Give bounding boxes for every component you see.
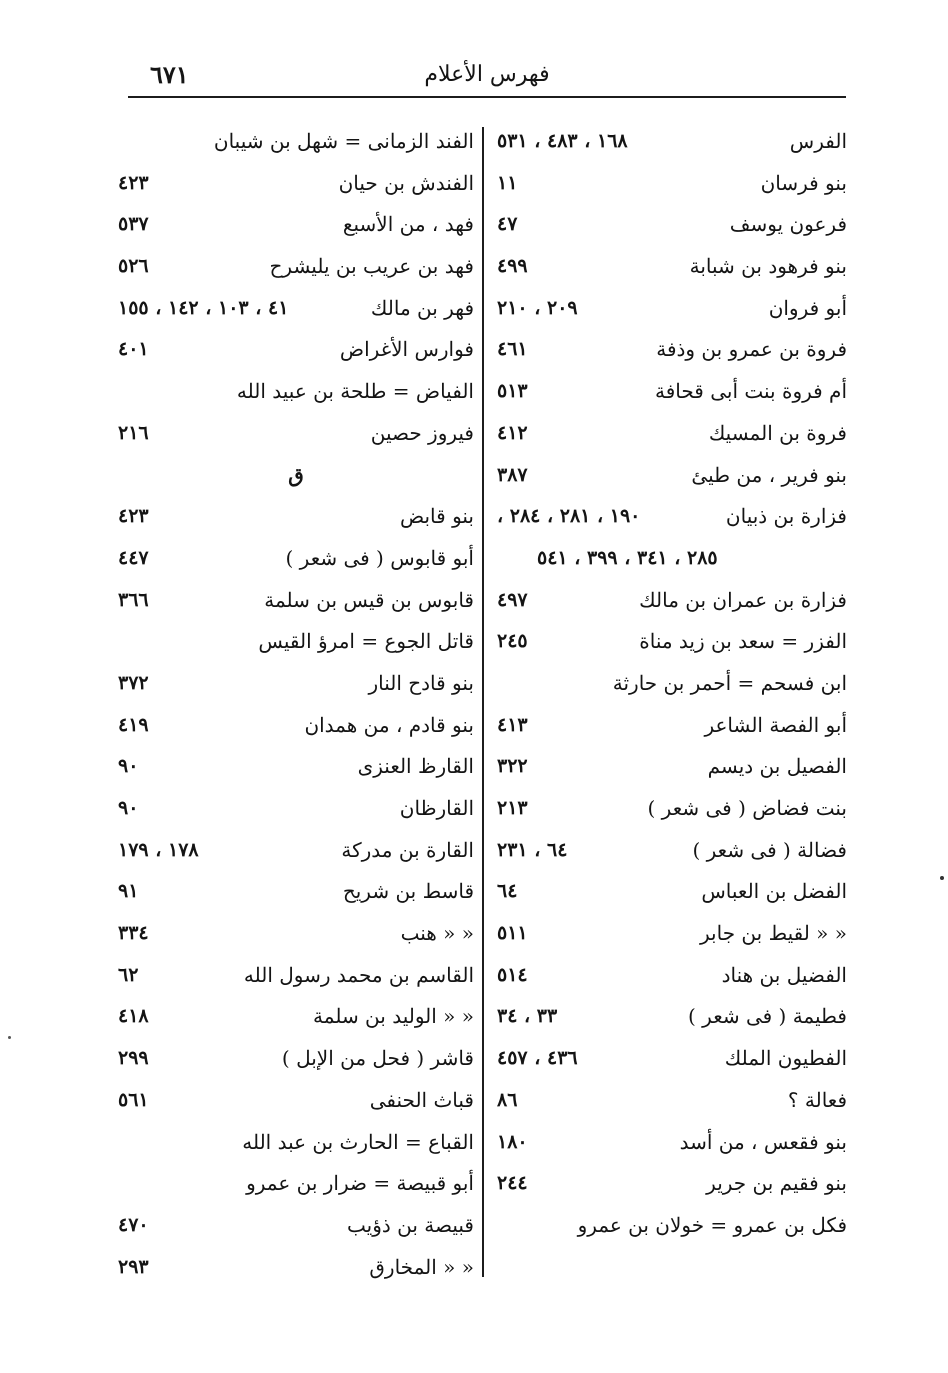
index-entry — [497, 1122, 847, 1164]
index-entry — [497, 746, 847, 788]
entry-pages: ٤٧٠ — [118, 1213, 149, 1236]
entry-pages: ٥٣٧ — [118, 213, 149, 236]
entry-name: بنو قابض — [399, 504, 474, 529]
entry-name: الفضيل بن هناد — [721, 962, 847, 987]
entry-pages: ٤١٩ — [118, 713, 149, 736]
entry-name: قاشر ( فحل من الإبل ) — [281, 1046, 474, 1071]
entry-name: فروة بن المسيك — [708, 420, 847, 445]
entry-pages: ٨٦ — [497, 1088, 518, 1111]
index-entry — [118, 871, 474, 913]
entry-name: ق — [288, 462, 304, 487]
entry-name: قاسط بن شريح — [342, 879, 474, 904]
index-entry — [497, 538, 847, 580]
entry-pages: ١٧٨ ، ١٧٩ — [118, 838, 199, 861]
entry-pages: ٤٩٧ — [497, 588, 528, 611]
entry-name: الفطيون الملك — [724, 1046, 847, 1071]
margin-mark — [940, 876, 944, 880]
index-entry — [118, 121, 474, 163]
page-header — [128, 56, 846, 96]
header-rule — [128, 96, 846, 98]
entry-pages: ٢٩٩ — [118, 1047, 149, 1070]
index-entry — [497, 329, 847, 371]
entry-pages: ٣٧٢ — [118, 671, 149, 694]
entry-pages: ٢٨٥ ، ٣٤١ ، ٣٩٩ ، ٥٤١ — [537, 546, 718, 569]
entry-pages: ٤٠١ — [118, 338, 149, 361]
entry-name: الفند الزمانى = شهل بن شيبان — [213, 129, 474, 153]
entry-pages: ٢٠٩ ، ٢١٠ — [497, 296, 578, 319]
index-entry — [497, 830, 847, 872]
entry-pages: ٤١ ، ١٠٣ ، ١٤٢ ، ١٥٥ — [118, 296, 289, 319]
entry-name: الفرس — [789, 129, 847, 153]
index-entry — [118, 621, 474, 663]
entry-pages: ٢١٣ — [497, 797, 528, 819]
index-entry — [118, 1080, 474, 1122]
index-entry — [118, 329, 474, 371]
entry-pages: ٤١٣ — [497, 713, 528, 736]
index-entry — [497, 204, 847, 246]
entry-name: فيروز حصين — [370, 420, 474, 445]
entry-name: فهد ، من الأسبع — [342, 212, 474, 237]
entry-pages: ٥٦١ — [118, 1088, 149, 1111]
index-entry — [118, 413, 474, 455]
entry-name: أبو قبيصة = ضرار بن عمرو — [246, 1171, 474, 1196]
index-entry — [497, 1205, 847, 1247]
entry-pages: ٦٤ ، ٢٣١ — [497, 838, 568, 861]
entry-name: فهد بن عريب بن يليشرح — [269, 254, 474, 279]
index-entry — [497, 163, 847, 205]
entry-name: الفياض = طلحة بن عبيد الله — [236, 379, 474, 404]
index-entry — [118, 163, 474, 205]
index-entry — [118, 663, 474, 705]
entry-pages: ٤٦١ — [497, 338, 528, 361]
index-entry — [118, 538, 474, 580]
section-letter — [118, 455, 474, 497]
entry-pages: ٤٩٩ — [497, 255, 528, 278]
entry-name: الفزر = سعد بن زيد مناة — [639, 629, 847, 654]
page-title: فهرس الأعلام — [424, 62, 550, 87]
index-entry — [497, 121, 847, 163]
entry-name: الفصيل بن ديسم — [707, 754, 847, 779]
entry-pages: ٤١٢ — [497, 421, 528, 444]
entry-pages: ٩١ — [118, 880, 139, 903]
entry-name: القباع = الحارث بن عبد الله — [242, 1129, 474, 1154]
margin-mark — [8, 1036, 11, 1039]
index-entry — [497, 913, 847, 955]
index-entry — [497, 371, 847, 413]
entry-pages: ٢٤٥ — [497, 630, 528, 653]
entry-name: القاسم بن محمد رسول الله — [243, 962, 474, 987]
index-entry — [118, 580, 474, 622]
entry-name: أبو قابوس ( فى شعر ) — [285, 545, 474, 570]
entry-name: أم فروة بنت أبى قحافة — [655, 379, 847, 404]
index-entry — [118, 913, 474, 955]
entry-pages: ٩٠ — [118, 797, 139, 819]
entry-name: قباث الحنفى — [369, 1087, 474, 1112]
entry-pages: ٤٣٦ ، ٤٥٧ — [497, 1047, 578, 1070]
index-entry — [497, 455, 847, 497]
index-entry — [497, 1163, 847, 1205]
index-entry — [118, 996, 474, 1038]
entry-pages: ٢٤٤ — [497, 1172, 528, 1195]
index-entry — [497, 1080, 847, 1122]
index-entry — [118, 1247, 474, 1289]
entry-name: « « الوليد بن سلمة — [313, 1004, 474, 1029]
entry-name: بنو قادح النار — [368, 670, 474, 695]
entry-pages: ٥١١ — [497, 922, 528, 945]
entry-name: القارظان — [399, 796, 474, 820]
index-entry — [497, 788, 847, 830]
entry-name: القارظ العنزى — [357, 754, 474, 779]
entry-pages: ٤٧ — [497, 213, 518, 236]
entry-name: فعالة ؟ — [787, 1087, 847, 1112]
entry-pages: ١٨٠ — [497, 1130, 528, 1153]
entry-name: « « هنب — [400, 921, 474, 946]
entry-pages: ٣٢٢ — [497, 755, 528, 778]
index-entry — [497, 955, 847, 997]
index-entry — [118, 1205, 474, 1247]
index-entry — [118, 371, 474, 413]
entry-pages: ٦٤ — [497, 880, 518, 903]
entry-pages: ٦٢ — [118, 963, 139, 986]
entry-pages: ٣٣ ، ٣٤ — [497, 1005, 558, 1028]
entry-pages: ١١ — [497, 171, 518, 194]
entry-name: بنو فرير ، من طيئ — [691, 462, 847, 487]
index-entry — [497, 996, 847, 1038]
index-entry — [497, 871, 847, 913]
entry-pages: ٥١٤ — [497, 963, 528, 986]
entry-name: قاتل الجوع = امرؤ القيس — [258, 629, 474, 654]
column-divider — [482, 127, 484, 1277]
entry-name: أبو الفصة الشاعر — [704, 712, 847, 737]
entry-name: « « المخارق — [369, 1254, 474, 1279]
index-entry — [118, 246, 474, 288]
entry-name: فكل بن عمرو = خولان بن عمرو — [577, 1212, 847, 1237]
index-entry — [118, 1122, 474, 1164]
entry-pages: ٤٢٣ — [118, 505, 149, 528]
index-entry — [118, 1038, 474, 1080]
entry-pages: ٤٢٣ — [118, 171, 149, 194]
entry-pages: ٤١٨ — [118, 1005, 149, 1028]
index-entry — [118, 788, 474, 830]
entry-name: قبيصة بن ذؤيب — [347, 1212, 474, 1237]
entry-pages: ٥١٣ — [497, 380, 528, 403]
entry-name: فروة بن عمرو بن وذفة — [656, 337, 847, 362]
entry-pages: ٥٢٦ — [118, 255, 149, 278]
entry-name: فضالة ( فى شعر ) — [692, 837, 847, 862]
entry-name: بنو فقيم بن جرير — [706, 1171, 847, 1196]
index-entry — [497, 621, 847, 663]
index-entry — [497, 246, 847, 288]
entry-pages: ٢١٦ — [118, 421, 149, 444]
entry-pages: ٢٩٣ — [118, 1255, 149, 1278]
entry-name: قابوس بن قيس بن سلمة — [264, 587, 474, 612]
index-entry — [118, 288, 474, 330]
entry-name: الفندش بن حيان — [338, 170, 474, 195]
entry-name: بنو فرسان — [760, 170, 847, 195]
index-entry — [497, 663, 847, 705]
index-entry — [118, 705, 474, 747]
entry-name: « « لقيط بن جابر — [700, 921, 847, 946]
index-entry — [118, 204, 474, 246]
entry-name: فهر بن مالك — [370, 295, 474, 320]
entry-name: فزارة بن عمران بن مالك — [639, 587, 847, 612]
entry-name: فطيمة ( فى شعر ) — [688, 1004, 847, 1029]
index-entry — [497, 705, 847, 747]
page-number: ٦٧١ — [150, 60, 189, 89]
entry-name: أبو فروان — [768, 295, 847, 320]
index-entry — [118, 955, 474, 997]
index-entry — [118, 746, 474, 788]
index-entry — [118, 1163, 474, 1205]
entry-pages: ١٩٠ ، ٢٨١ ، ٢٨٤ ، — [497, 505, 641, 528]
right-column — [497, 121, 847, 1247]
index-entry — [497, 580, 847, 622]
index-entry — [118, 496, 474, 538]
entry-pages: ٣٨٧ — [497, 463, 528, 486]
index-entry — [497, 288, 847, 330]
entry-name: بنو فرهود بن شبابة — [689, 254, 847, 279]
index-entry — [497, 413, 847, 455]
entry-pages: ٣٦٦ — [118, 588, 149, 611]
entry-name: ابن فسحم = أحمر بن حارثة — [612, 670, 847, 695]
entry-name: بنو فقعس ، من أسد — [679, 1129, 847, 1154]
entry-pages: ٤٤٧ — [118, 546, 149, 569]
entry-pages: ١٦٨ ، ٤٨٣ ، ٥٣١ — [497, 130, 628, 152]
entry-name: الفضل بن العباس — [701, 879, 847, 904]
index-entry — [497, 1038, 847, 1080]
entry-name: بنو قادم ، من همدان — [304, 712, 474, 737]
entry-name: فرعون يوسف — [729, 212, 847, 237]
entry-name: القارة بن مدركة — [341, 837, 474, 862]
left-column — [118, 121, 474, 1288]
entry-pages: ٩٠ — [118, 755, 139, 778]
entry-pages: ٣٣٤ — [118, 922, 149, 945]
index-entry — [118, 830, 474, 872]
entry-name: فوارس الأغراض — [339, 337, 474, 362]
index-entry — [497, 496, 847, 538]
entry-name: فزارة بن ذبيان — [725, 504, 847, 529]
entry-name: بنت فضاض ( فى شعر ) — [647, 796, 847, 820]
